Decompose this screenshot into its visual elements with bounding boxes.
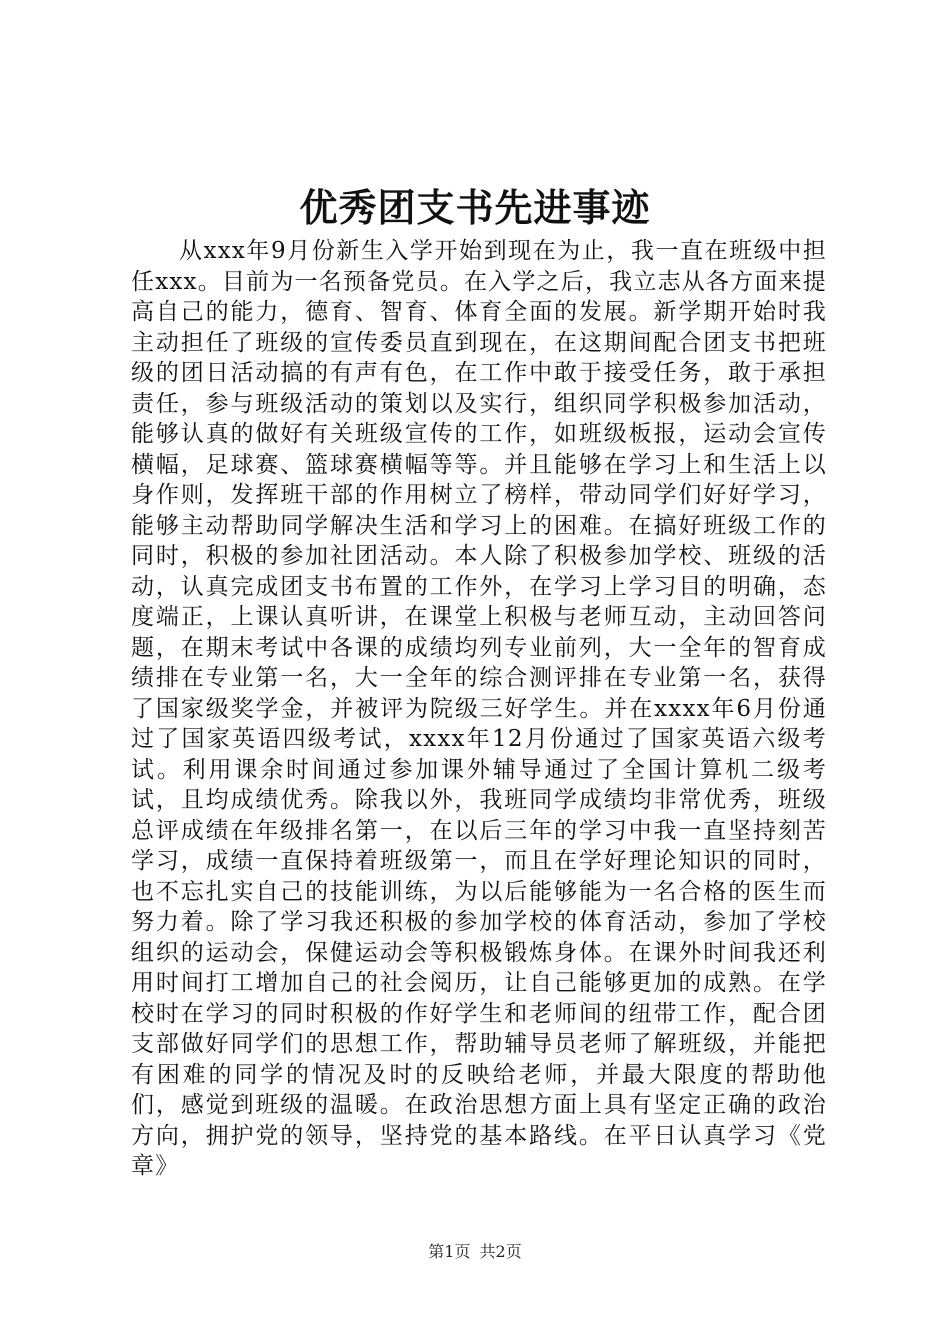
body-paragraph: 从xxx年9月份新生入学开始到现在为止，我一直在班级中担任xxx。目前为一名预备党员。在入学之后，我立志从各方面来提高自己的能力，德育、智育、体育全面的发展。新学期开始时我主动担任了班级的宣传委员直到现在，在这期间配合团支书把班级的团日活动搞的有声有色，在工作中敢于接受任务，敢于承担责任，参与班级活动的策划以及实行，组织同学积极参加活动，能够认真的做好有关班级宣传的工作，如班级板报，运动会宣传横幅，足球赛、篮球赛横幅等等。并且能够在学习上和生活上以身作则，发挥班干部的作用树立了榜样，带动同学们好好学习，能够主动帮助同学解决生活和学习上的困难。在搞好班级工作的同时，积极的参加社团活动。本人除了积极参加学校、班级的活动，认真完成团支书布置的工作外，在学习上学习目的明确，态度端正，上课认真听讲，在课堂上积极与老师互动，主动回答问题，在期末考试中各课的成绩均列专业前列，大一全年的智育成绩排在专业第一名，大一全年的综合测评排在专业第一名，获得了国家级奖学金，并被评为院级三好学生。并在xxxx年6月份通过了国家英语四级考试，xxxx年12月份通过了国家英语六级考试。利用课余时间通过参加课外辅导通过了全国计算机二级考试，且均成绩优秀。除我以外，我班同学成绩均非常优秀，班级总评成绩在年级排名第一，在以后三年的学习中我一直坚持刻苦学习，成绩一直保持着班级第一，而且在学好理论知识的同时，也不忘扎实自己的技能训练，为以后能够能为一名合格的医生而努力着。除了学习我还积极的参加学校的体育活动，参加了学校组织的运动会，保健运动会等积极锻炼身体。在课外时间我还利用时间打工增加自己的社会阅历，让自己能够更加的成熟。在学校时在学习的同时积极的作好学生和老师间的纽带工作，配合团支部做好同学们的思想工作，帮助辅导员老师了解班级，并能把有困难的同学的情况及时的反映给老师，并最大限度的帮助他们，感觉到班级的温暖。在政治思想方面上具有坚定正确的政治方向，拥护党的领导，坚持党的基本路线。在平日认真学习《党章》 [131,238,827,1179]
page-total: 共2页 [479,1242,522,1261]
page-footer [0,1240,950,1264]
page-number: 第1页 [428,1242,471,1261]
page-title: 优秀团支书先进事迹 [299,185,651,230]
